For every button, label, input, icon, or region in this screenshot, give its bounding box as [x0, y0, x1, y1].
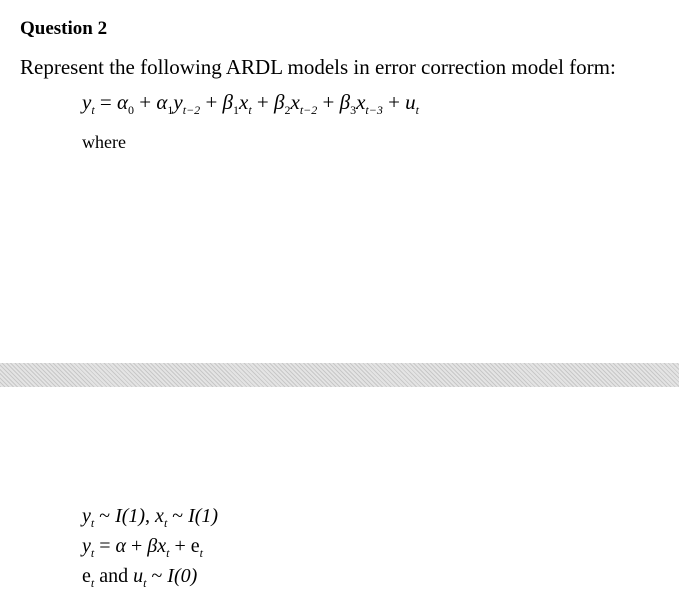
ardl-equation: $y_t = \alpha_0 + \alpha_1y_{t-2} + \beta_1x_t + \beta_2x_{t-2} + \beta_3x_{t-3} + u_t$	[82, 90, 420, 117]
question-heading: Question 2	[20, 18, 108, 39]
question-prompt: Represent the following ARDL models in error correction model form:	[20, 55, 616, 79]
section-divider	[0, 363, 679, 387]
stationarity-condition: $e_t$ and $u_t$ ~ I(0)	[82, 565, 198, 590]
where-label: where	[82, 132, 126, 152]
integration-order-condition: $y_t$ ~ I(1), $x_t$ ~ I(1)	[82, 505, 219, 530]
cointegrating-relation: $y_t = \alpha + \beta x_t + e_t$	[82, 535, 204, 560]
